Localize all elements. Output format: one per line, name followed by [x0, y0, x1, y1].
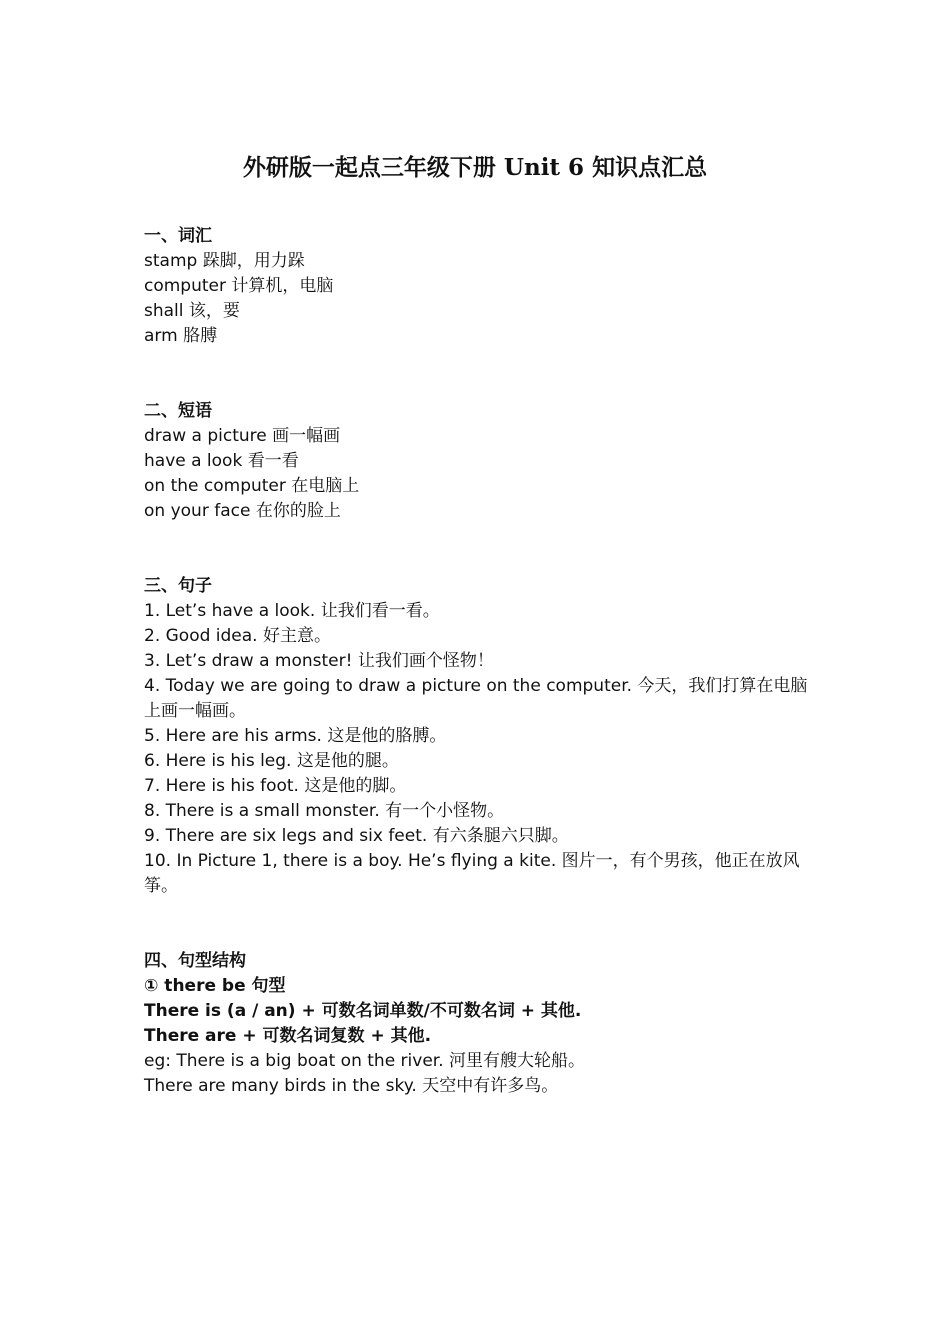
sentence-item: 1. Let’s have a look. 让我们看一看。: [144, 601, 440, 621]
phrases-heading: 二、短语: [144, 401, 212, 421]
structures-heading: 四、句型结构: [144, 951, 246, 971]
section-spacer: [144, 524, 814, 574]
structure-rule: There is (a / an) + 可数名词单数/不可数名词 + 其他.: [144, 1001, 582, 1021]
structure-rule: There are + 可数名词复数 + 其他.: [144, 1026, 432, 1046]
sentence-item: 8. There is a small monster. 有一个小怪物。: [144, 801, 505, 821]
vocabulary-section: [144, 224, 814, 349]
section-spacer: [144, 349, 814, 399]
structures-section: [144, 949, 814, 1099]
sentence-item: 9. There are six legs and six feet. 有六条腿六只脚。: [144, 826, 569, 846]
phrase-item: on the computer 在电脑上: [144, 476, 360, 496]
document-body: [144, 224, 814, 1099]
vocabulary-item: arm 胳膊: [144, 326, 218, 346]
vocabulary-heading: 一、词汇: [144, 226, 212, 246]
sentence-item: 6. Here is his leg. 这是他的腿。: [144, 751, 399, 771]
document-title: 外研版一起点三年级下册 Unit 6 知识点汇总: [242, 154, 708, 181]
vocabulary-item: shall 该，要: [144, 301, 240, 321]
phrase-item: on your face 在你的脸上: [144, 501, 341, 521]
vocabulary-item: computer 计算机，电脑: [144, 276, 334, 296]
phrase-item: have a look 看一看: [144, 451, 299, 471]
sentence-item: 4. Today we are going to draw a picture on the computer. 今天，我们打算在电脑上画一幅画。: [144, 676, 808, 721]
sentence-item: 2. Good idea. 好主意。: [144, 626, 331, 646]
sentence-item: 3. Let’s draw a monster! 让我们画个怪物！: [144, 651, 494, 671]
sentences-heading: 三、句子: [144, 576, 212, 596]
phrase-item: draw a picture 画一幅画: [144, 426, 341, 446]
phrases-section: [144, 399, 814, 524]
sentences-section: [144, 574, 814, 899]
section-spacer: [144, 899, 814, 949]
sentence-item: 5. Here are his arms. 这是他的胳膊。: [144, 726, 447, 746]
sentence-item: 10. In Picture 1, there is a boy. He’s flying a kite. 图片一，有个男孩，他正在放风筝。: [144, 851, 800, 896]
structure-example: There are many birds in the sky. 天空中有许多鸟。: [144, 1076, 559, 1096]
structure-subheading: ① there be 句型: [144, 976, 286, 996]
sentence-item: 7. Here is his foot. 这是他的脚。: [144, 776, 407, 796]
vocabulary-item: stamp 跺脚，用力跺: [144, 251, 305, 271]
structure-example: eg: There is a big boat on the river. 河里有艘大轮船。: [144, 1051, 586, 1071]
